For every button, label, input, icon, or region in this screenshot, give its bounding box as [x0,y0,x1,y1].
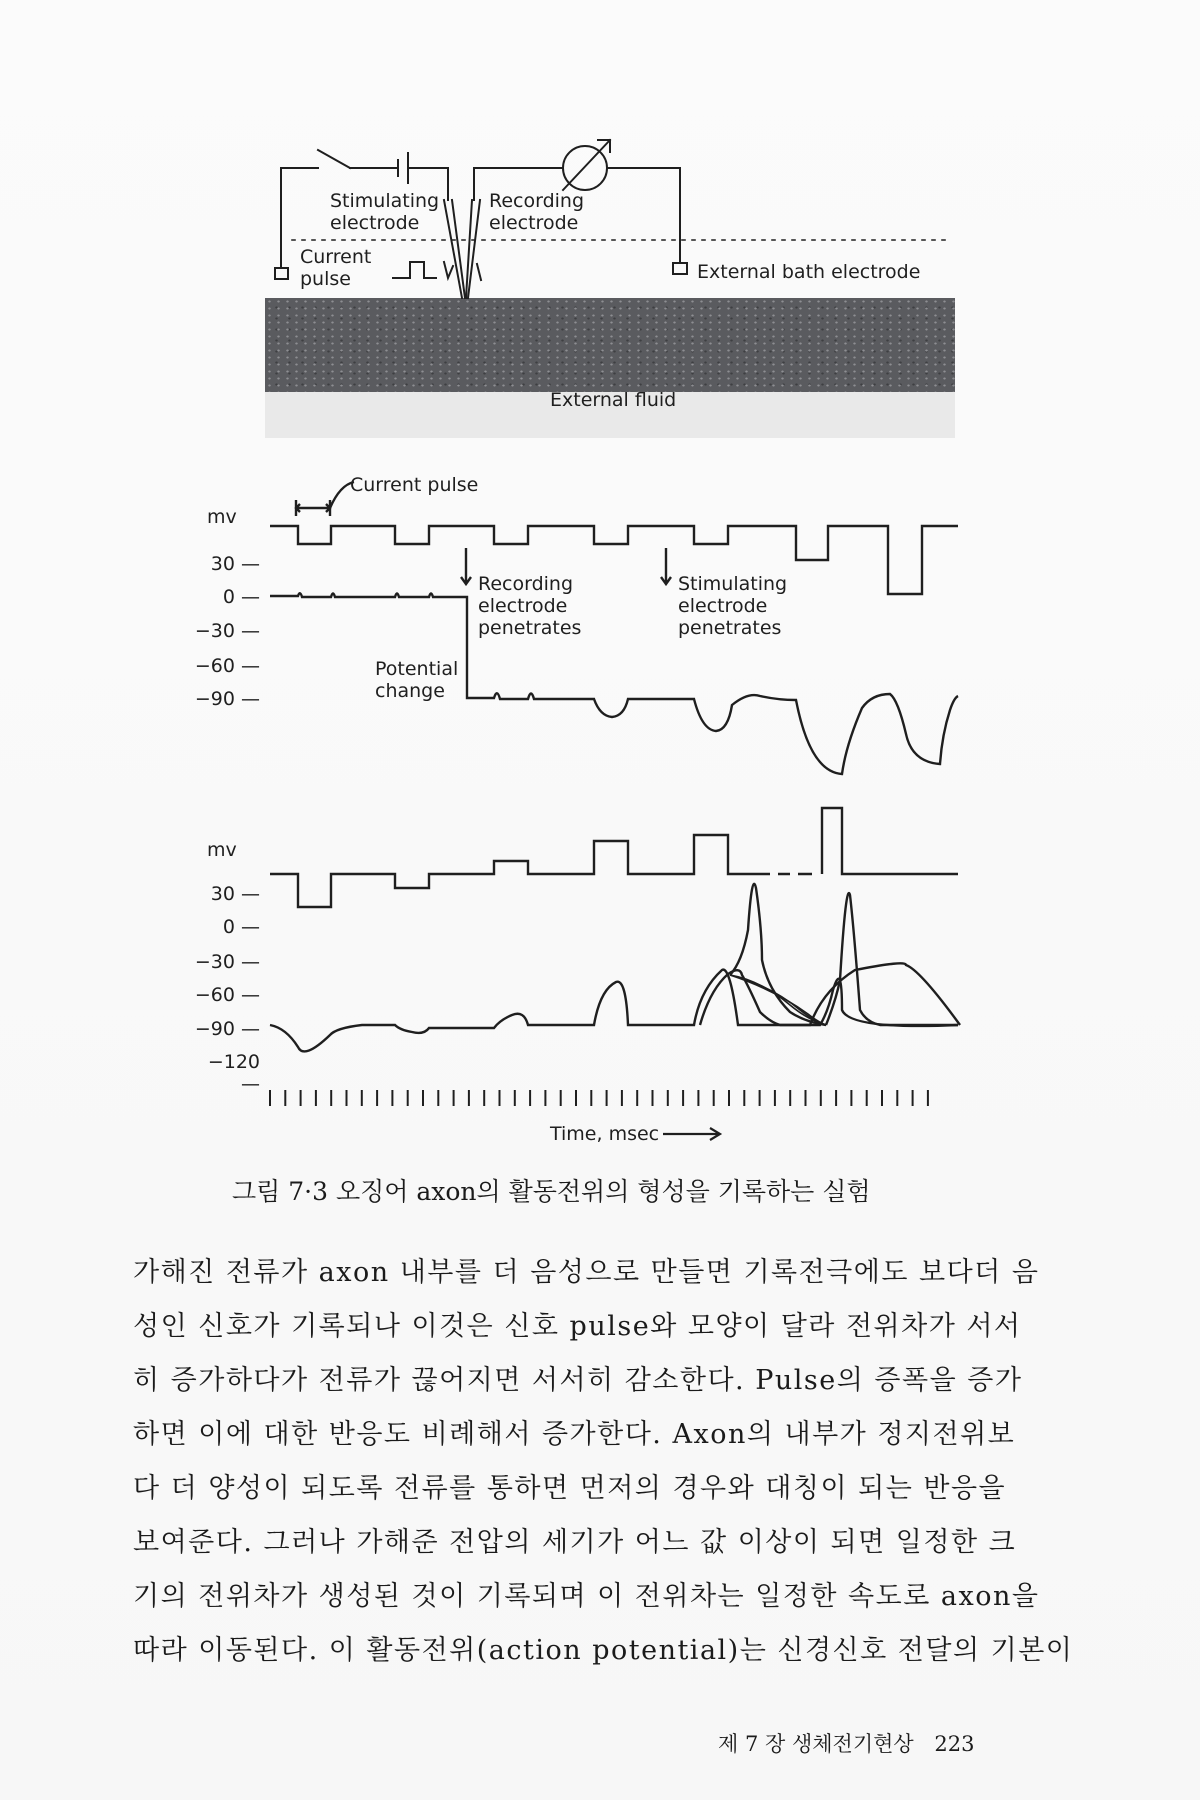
top-plot-unit-label: mv [207,506,237,528]
top-tick-0: 0 — [222,586,260,608]
top-tick-30: 30 — [210,553,260,575]
chapter-title: 제 7 장 생체전기현상 [718,1732,914,1756]
stimulating-electrode [444,200,465,298]
body-line: 하면 이에 대한 반응도 비례해서 증가한다. Axon의 내부가 정지전위보 [133,1419,1016,1450]
stimulating-penetrates-annotation: Stimulating electrode penetrates [678,573,788,639]
body-line: 가해진 전류가 axon 내부를 더 음성으로 만들면 기록전극에도 보다더 음 [133,1257,1040,1288]
bottom-stimulus-trace [270,808,958,907]
figure-caption: 그림 7·3 오징어 axon의 활동전위의 형성을 기록하는 실험 [232,1177,871,1206]
time-axis-label: Time, msec [550,1123,660,1145]
top-stimulus-trace [270,526,958,594]
recording-electrode [466,200,480,298]
body-line: 기의 전위차가 생성된 것이 기록되며 이 전위차는 일정한 속도로 axon을 [133,1581,1040,1612]
page-footer [718,1728,974,1758]
current-pulse-annotation: Current pulse [350,474,479,496]
top-tick-minus-60: −60 — [194,655,260,677]
top-tick-minus-30: −30 — [194,620,260,642]
bottom-tick-0: 0 — [222,916,260,938]
action-potential-spike-2 [826,893,958,1025]
current-pulse-symbol [393,262,436,278]
body-line: 성인 신호가 기록되나 이것은 신호 pulse와 모양이 달라 전위차가 서서 [133,1311,1022,1342]
external-bath-electrode-label: External bath electrode [697,261,921,283]
meter-needle-arrow [563,140,610,190]
top-tick-minus-90: −90 — [194,688,260,710]
time-ruler [270,1090,928,1106]
body-line: 히 증가하다가 전류가 끊어지면 서서히 감소한다. Pulse의 증폭을 증가 [133,1365,1023,1396]
top-response-trace [270,593,958,774]
stimulating-penetrates-arrow [661,548,671,584]
bottom-tick-minus-120: −120 — [207,1051,260,1095]
time-arrow-icon [663,1128,720,1140]
stimulating-electrode-label: Stimulating electrode [330,190,440,234]
bottom-tick-minus-60: −60 — [194,984,260,1006]
pulse-width-marker [296,482,354,516]
recording-electrode-label: Recording electrode [489,190,585,234]
recording-penetrates-annotation: Recording electrode penetrates [478,573,582,639]
potential-change-annotation: Potential change [375,658,459,702]
external-fluid-label: External fluid [550,389,677,411]
bottom-tick-minus-90: −90 — [194,1018,260,1040]
body-line: 다 더 양성이 되도록 전류를 통하면 먼저의 경우와 대칭이 되는 반응을 [133,1473,1007,1504]
current-pulse-label: Current pulse [300,246,372,290]
stimulating-bath-terminal [275,268,288,279]
bottom-tick-30: 30 — [210,883,260,905]
bottom-tick-minus-30: −30 — [194,951,260,973]
recording-penetrates-arrow [461,548,471,584]
action-potential-spike-1 [730,884,826,1025]
external-bath-electrode-terminal [673,263,687,274]
subthreshold-curve-3 [730,975,826,1025]
body-line: 따라 이동된다. 이 활동전위(action potential)는 신경신호 전달의 기본이 [133,1635,1074,1666]
page-number: 223 [934,1732,975,1756]
bottom-plot-unit-label: mv [207,839,237,861]
body-line: 보여준다. 그러나 가해준 전압의 세기가 어느 값 이상이 되면 일정한 크 [133,1527,1017,1558]
